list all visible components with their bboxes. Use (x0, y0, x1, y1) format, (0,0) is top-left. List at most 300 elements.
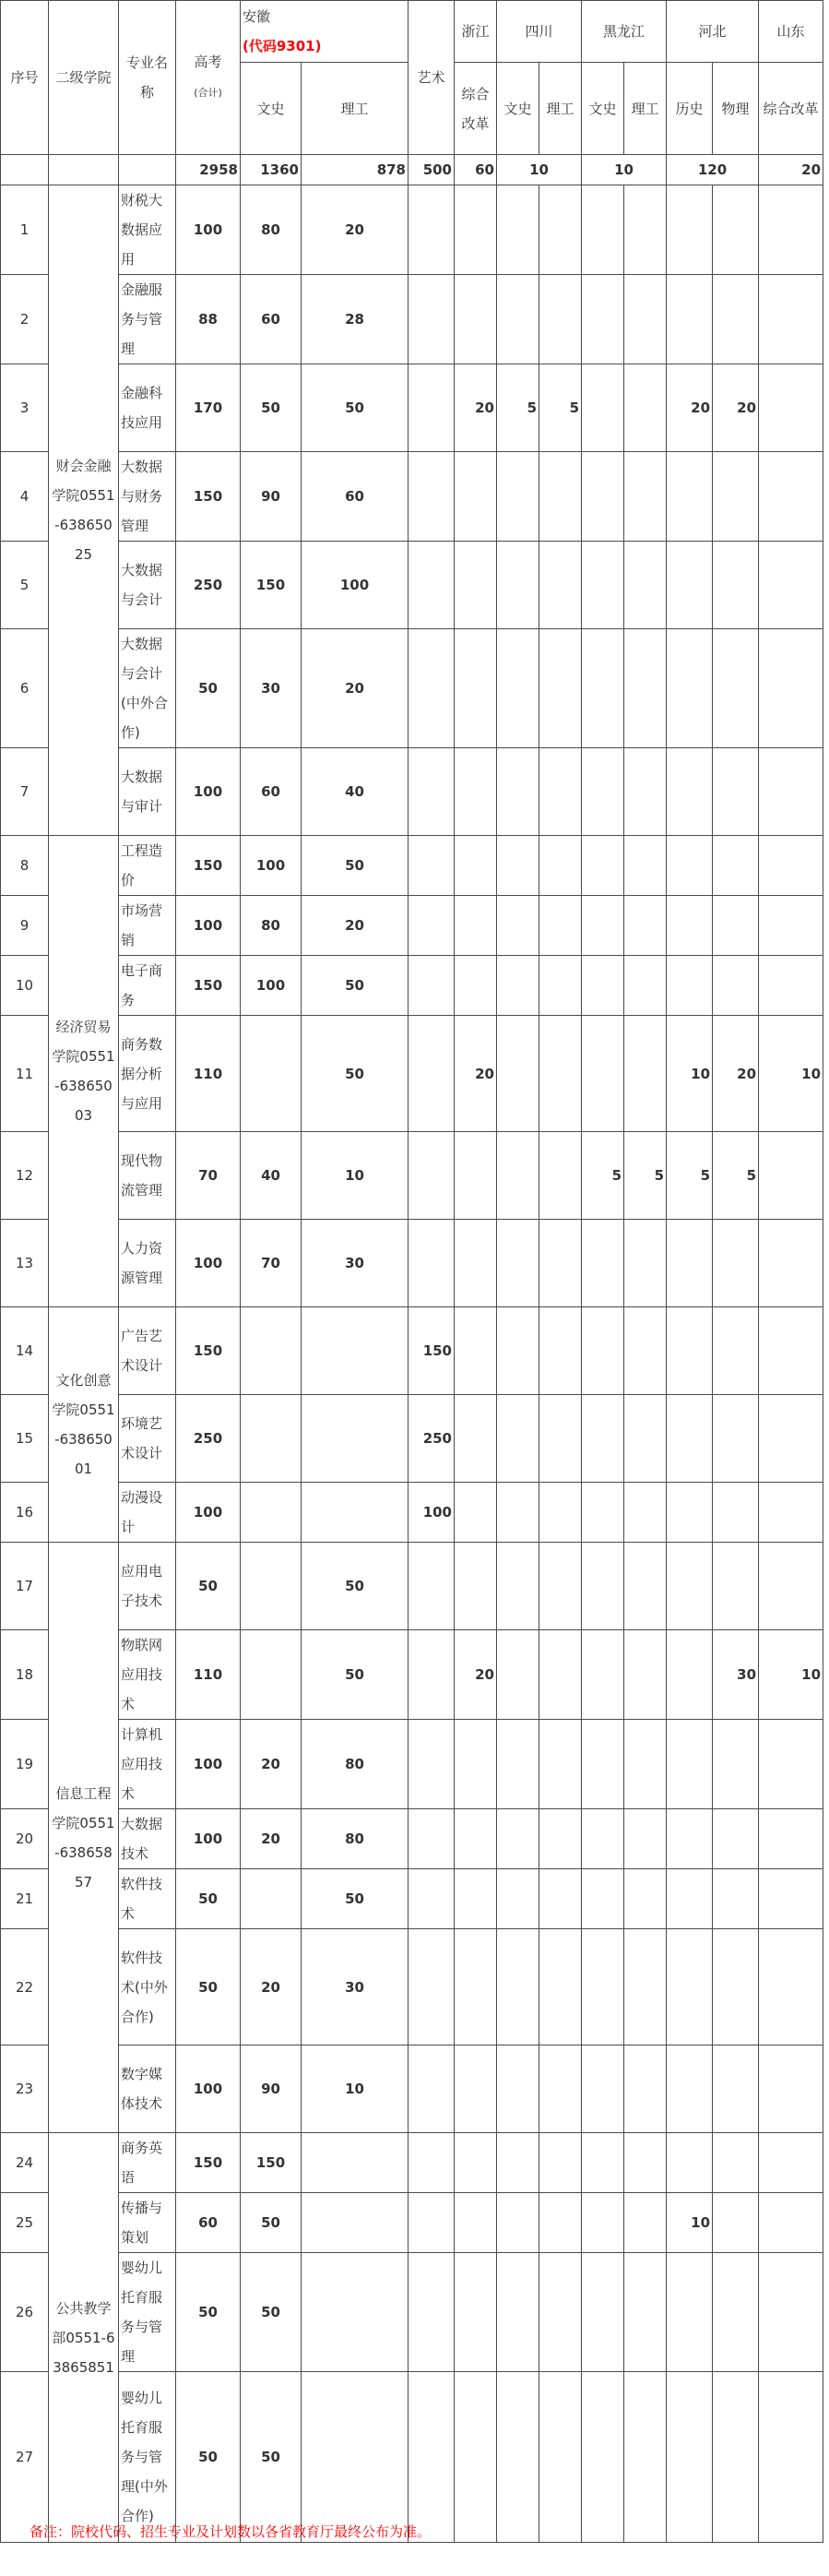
cell-anhui-yi (409, 1809, 455, 1869)
cell-hl-li (624, 1543, 667, 1630)
header-hebei: 河北 (667, 1, 759, 63)
total-anhui-li: 878 (302, 155, 409, 185)
cell-anhui-wen: 90 (241, 2045, 302, 2133)
cell-hb-ls (667, 452, 713, 542)
cell-anhui-yi: 100 (409, 1483, 455, 1543)
header-anhui-label: 安徽 (243, 8, 271, 25)
cell-sc-wen (497, 2372, 539, 2543)
cell-total: 150 (176, 452, 241, 542)
header-anhui-code: (代码9301) (243, 38, 322, 54)
cell-sc-wen (497, 2193, 539, 2253)
header-sichuan: 四川 (497, 1, 582, 63)
cell-shandong (759, 896, 823, 956)
cell-hl-li (624, 452, 667, 542)
table-row (1, 364, 823, 452)
cell-seq: 21 (1, 1869, 49, 1929)
cell-major: 广告艺术设计 (119, 1307, 176, 1395)
cell-shandong (759, 956, 823, 1016)
cell-hl-li (624, 836, 667, 896)
cell-seq: 25 (1, 2193, 49, 2253)
cell-zhejiang (455, 1132, 497, 1220)
cell-major: 商务英语 (119, 2133, 176, 2193)
cell-anhui-wen (241, 1307, 302, 1395)
cell-anhui-yi (409, 896, 455, 956)
cell-anhui-wen: 20 (241, 1720, 302, 1809)
header-heilongjiang: 黑龙江 (582, 1, 667, 63)
table-row (1, 2045, 823, 2133)
cell-hb-ls (667, 542, 713, 629)
cell-shandong (759, 1869, 823, 1929)
cell-anhui-wen: 80 (241, 896, 302, 956)
cell-anhui-wen: 50 (241, 2193, 302, 2253)
cell-anhui-li: 20 (302, 896, 409, 956)
totals-row (1, 155, 823, 185)
cell-zhejiang (455, 1929, 497, 2045)
cell-major: 动漫设计 (119, 1483, 176, 1543)
header-gaokao (176, 1, 241, 155)
cell-major: 财税大数据应用 (119, 185, 176, 275)
cell-zhejiang (455, 1720, 497, 1809)
cell-sc-li (539, 1630, 582, 1720)
cell-hl-li (624, 2372, 667, 2543)
cell-anhui-wen: 80 (241, 185, 302, 275)
cell-anhui-wen (241, 1630, 302, 1720)
cell-zhejiang (455, 452, 497, 542)
cell-hl-wen (582, 748, 624, 836)
cell-hl-li (624, 275, 667, 364)
cell-sc-wen (497, 275, 539, 364)
cell-hb-wl (713, 185, 759, 275)
cell-major: 婴幼儿托育服务与管理 (119, 2253, 176, 2372)
header-row-1 (1, 1, 823, 63)
cell-anhui-li: 50 (302, 364, 409, 452)
cell-anhui-yi (409, 2193, 455, 2253)
cell-shandong (759, 275, 823, 364)
cell-hb-wl (713, 1220, 759, 1307)
cell-sc-li (539, 1395, 582, 1483)
cell-shandong: 10 (759, 1016, 823, 1132)
cell-zhejiang (455, 896, 497, 956)
cell-hb-wl (713, 275, 759, 364)
cell-hl-li (624, 2133, 667, 2193)
header-college: 二级学院 (49, 1, 119, 155)
cell-major: 软件技术 (119, 1869, 176, 1929)
cell-anhui-li (302, 2193, 409, 2253)
header-zhejiang: 浙江 (455, 1, 497, 63)
cell-hb-ls (667, 1869, 713, 1929)
cell-sc-wen (497, 836, 539, 896)
cell-hl-wen (582, 1720, 624, 1809)
cell-sc-li (539, 1483, 582, 1543)
cell-anhui-wen (241, 1869, 302, 1929)
cell-anhui-wen: 30 (241, 629, 302, 748)
cell-total: 50 (176, 1929, 241, 2045)
cell-zhejiang (455, 2372, 497, 2543)
cell-seq: 7 (1, 748, 49, 836)
cell-seq: 18 (1, 1630, 49, 1720)
cell-total: 50 (176, 629, 241, 748)
cell-sc-wen (497, 956, 539, 1016)
cell-seq: 12 (1, 1132, 49, 1220)
cell-shandong (759, 1307, 823, 1395)
cell-shandong: 10 (759, 1630, 823, 1720)
cell-hl-wen (582, 2133, 624, 2193)
cell-hl-li (624, 1395, 667, 1483)
cell-anhui-li: 30 (302, 1929, 409, 2045)
cell-total: 88 (176, 275, 241, 364)
header-hb-wl: 物理 (713, 63, 759, 155)
cell-seq: 26 (1, 2253, 49, 2372)
table-row (1, 2133, 823, 2193)
cell-seq: 17 (1, 1543, 49, 1630)
cell-major: 传播与策划 (119, 2193, 176, 2253)
cell-anhui-wen: 60 (241, 748, 302, 836)
cell-hb-ls: 5 (667, 1132, 713, 1220)
cell-anhui-wen (241, 1483, 302, 1543)
cell-anhui-wen: 50 (241, 2372, 302, 2543)
cell-sc-li (539, 542, 582, 629)
cell-total: 100 (176, 1720, 241, 1809)
cell-total: 100 (176, 896, 241, 956)
cell-seq: 27 (1, 2372, 49, 2543)
table-row (1, 185, 823, 275)
cell-zhejiang (455, 542, 497, 629)
cell-anhui-li: 40 (302, 748, 409, 836)
cell-sc-li (539, 1220, 582, 1307)
cell-hb-ls (667, 896, 713, 956)
cell-hl-wen (582, 185, 624, 275)
cell-zhejiang: 20 (455, 1630, 497, 1720)
cell-seq: 24 (1, 2133, 49, 2193)
header-anhui-wen: 文史 (241, 63, 302, 155)
cell-shandong (759, 185, 823, 275)
cell-anhui-li: 50 (302, 1016, 409, 1132)
cell-seq: 8 (1, 836, 49, 896)
cell-hl-wen (582, 956, 624, 1016)
cell-hb-wl: 20 (713, 364, 759, 452)
cell-zhejiang (455, 2253, 497, 2372)
cell-anhui-yi (409, 748, 455, 836)
cell-anhui-yi (409, 1132, 455, 1220)
cell-hl-wen (582, 1016, 624, 1132)
cell-anhui-yi (409, 2045, 455, 2133)
cell-total: 100 (176, 1483, 241, 1543)
cell-anhui-li: 10 (302, 2045, 409, 2133)
cell-anhui-li: 50 (302, 956, 409, 1016)
cell-sc-li (539, 2193, 582, 2253)
total-anhui-yi: 500 (409, 155, 455, 185)
header-anhui-li: 理工 (302, 63, 409, 155)
cell-sc-li (539, 1016, 582, 1132)
header-hl-li: 理工 (624, 63, 667, 155)
cell-anhui-li: 50 (302, 1543, 409, 1630)
cell-college: 财会金融学院0551-63865025 (49, 185, 119, 836)
cell-shandong (759, 1809, 823, 1869)
cell-seq: 2 (1, 275, 49, 364)
cell-sc-li (539, 2253, 582, 2372)
cell-major: 大数据与会计(中外合作) (119, 629, 176, 748)
cell-hl-li (624, 1929, 667, 2045)
cell-hb-ls (667, 185, 713, 275)
cell-anhui-li (302, 1307, 409, 1395)
cell-hb-wl (713, 2372, 759, 2543)
cell-hb-ls (667, 1630, 713, 1720)
table-row (1, 1220, 823, 1307)
header-gaokao-label: 高考 (194, 54, 222, 70)
cell-total: 50 (176, 2372, 241, 2543)
table-row (1, 748, 823, 836)
cell-major: 金融科技应用 (119, 364, 176, 452)
table-row (1, 629, 823, 748)
cell-hl-li (624, 629, 667, 748)
cell-hb-ls (667, 1809, 713, 1869)
cell-zhejiang (455, 1809, 497, 1869)
cell-shandong (759, 2133, 823, 2193)
cell-anhui-yi (409, 275, 455, 364)
cell-anhui-li (302, 2253, 409, 2372)
cell-hl-li: 5 (624, 1132, 667, 1220)
cell-hb-ls (667, 2133, 713, 2193)
cell-hl-wen (582, 452, 624, 542)
cell-major: 电子商务 (119, 956, 176, 1016)
table-row (1, 1483, 823, 1543)
cell-total: 150 (176, 956, 241, 1016)
cell-sc-li (539, 1543, 582, 1630)
cell-seq: 20 (1, 1809, 49, 1869)
cell-hb-wl (713, 1543, 759, 1630)
header-zhejiang-sub: 综合改革 (455, 63, 497, 155)
cell-seq: 5 (1, 542, 49, 629)
cell-hl-wen (582, 1395, 624, 1483)
cell-anhui-yi (409, 364, 455, 452)
cell-anhui-yi (409, 629, 455, 748)
cell-sc-li (539, 629, 582, 748)
cell-hl-li (624, 1220, 667, 1307)
cell-hl-wen (582, 1630, 624, 1720)
cell-seq: 3 (1, 364, 49, 452)
cell-hb-ls (667, 629, 713, 748)
cell-hb-wl (713, 1809, 759, 1869)
cell-hb-wl (713, 2193, 759, 2253)
table-row (1, 1307, 823, 1395)
cell-hb-wl (713, 748, 759, 836)
cell-anhui-li: 60 (302, 452, 409, 542)
cell-hl-li (624, 1307, 667, 1395)
table-row (1, 1869, 823, 1929)
cell-total: 170 (176, 364, 241, 452)
cell-shandong (759, 629, 823, 748)
total-zhejiang: 60 (455, 155, 497, 185)
cell-shandong (759, 1720, 823, 1809)
table-row (1, 1809, 823, 1869)
cell-sc-wen (497, 1809, 539, 1869)
cell-zhejiang (455, 2045, 497, 2133)
cell-major: 商务数据分析与应用 (119, 1016, 176, 1132)
cell-hl-wen (582, 1809, 624, 1869)
cell-anhui-wen: 150 (241, 2133, 302, 2193)
cell-sc-wen (497, 896, 539, 956)
cell-total: 70 (176, 1132, 241, 1220)
cell-hl-li (624, 185, 667, 275)
cell-major: 现代物流管理 (119, 1132, 176, 1220)
cell-sc-wen (497, 452, 539, 542)
cell-major: 大数据与审计 (119, 748, 176, 836)
cell-hl-li (624, 2045, 667, 2133)
cell-anhui-li: 30 (302, 1220, 409, 1307)
header-seq: 序号 (1, 1, 49, 155)
cell-total: 100 (176, 748, 241, 836)
total-hebei: 120 (667, 155, 759, 185)
cell-hl-li (624, 956, 667, 1016)
cell-sc-wen (497, 2133, 539, 2193)
cell-zhejiang (455, 1220, 497, 1307)
cell-sc-li: 5 (539, 364, 582, 452)
cell-anhui-yi (409, 1016, 455, 1132)
cell-shandong (759, 836, 823, 896)
cell-hb-ls (667, 748, 713, 836)
cell-total: 150 (176, 836, 241, 896)
cell-hb-ls (667, 1395, 713, 1483)
cell-sc-wen (497, 1483, 539, 1543)
table-body (1, 1, 823, 2543)
cell-seq: 1 (1, 185, 49, 275)
cell-zhejiang (455, 1307, 497, 1395)
cell-hb-wl (713, 896, 759, 956)
cell-sc-wen (497, 542, 539, 629)
cell-major: 环境艺术设计 (119, 1395, 176, 1483)
cell-anhui-li (302, 1395, 409, 1483)
cell-anhui-li: 28 (302, 275, 409, 364)
cell-hb-wl: 5 (713, 1132, 759, 1220)
cell-anhui-yi (409, 1929, 455, 2045)
cell-hb-wl (713, 1307, 759, 1395)
total-heilongjiang: 10 (582, 155, 667, 185)
cell-total: 150 (176, 1307, 241, 1395)
cell-hl-wen (582, 1483, 624, 1543)
cell-hb-ls (667, 1543, 713, 1630)
cell-total: 250 (176, 542, 241, 629)
cell-zhejiang (455, 836, 497, 896)
cell-zhejiang: 20 (455, 364, 497, 452)
cell-hb-ls (667, 1307, 713, 1395)
table-row (1, 1016, 823, 1132)
cell-anhui-li: 20 (302, 629, 409, 748)
cell-sc-wen (497, 1307, 539, 1395)
cell-shandong (759, 748, 823, 836)
cell-shandong (759, 2193, 823, 2253)
cell-major: 物联网应用技术 (119, 1630, 176, 1720)
cell-total: 110 (176, 1630, 241, 1720)
cell-anhui-li: 80 (302, 1809, 409, 1869)
cell-sc-wen (497, 1929, 539, 2045)
cell-hl-wen (582, 275, 624, 364)
cell-major: 大数据技术 (119, 1809, 176, 1869)
header-anhui (241, 1, 409, 63)
cell-zhejiang (455, 1543, 497, 1630)
cell-anhui-wen: 60 (241, 275, 302, 364)
cell-hb-ls (667, 2045, 713, 2133)
cell-hl-li (624, 748, 667, 836)
cell-shandong (759, 1132, 823, 1220)
table-row (1, 2193, 823, 2253)
cell-hl-wen (582, 2372, 624, 2543)
cell-sc-wen: 5 (497, 364, 539, 452)
cell-sc-wen (497, 1132, 539, 1220)
cell-sc-li (539, 1307, 582, 1395)
cell-anhui-li: 100 (302, 542, 409, 629)
cell-anhui-wen: 90 (241, 452, 302, 542)
cell-seq: 14 (1, 1307, 49, 1395)
cell-anhui-li: 80 (302, 1720, 409, 1809)
cell-major: 市场营销 (119, 896, 176, 956)
cell-anhui-wen (241, 1395, 302, 1483)
cell-anhui-wen: 150 (241, 542, 302, 629)
cell-sc-wen (497, 748, 539, 836)
header-sc-wen: 文史 (497, 63, 539, 155)
cell-shandong (759, 1220, 823, 1307)
cell-hl-li (624, 1630, 667, 1720)
cell-anhui-yi (409, 452, 455, 542)
cell-sc-li (539, 2372, 582, 2543)
cell-hl-wen (582, 2253, 624, 2372)
cell-seq: 4 (1, 452, 49, 542)
cell-anhui-yi (409, 1869, 455, 1929)
header-anhui-yi: 艺术 (409, 1, 455, 155)
cell-anhui-yi (409, 2253, 455, 2372)
cell-anhui-li (302, 2133, 409, 2193)
cell-sc-li (539, 896, 582, 956)
cell-anhui-yi: 250 (409, 1395, 455, 1483)
cell-total: 50 (176, 1869, 241, 1929)
cell-college: 信息工程学院0551-63865857 (49, 1543, 119, 2133)
cell-major: 应用电子技术 (119, 1543, 176, 1630)
cell-hb-ls (667, 2372, 713, 2543)
table-row (1, 836, 823, 896)
cell-hb-wl (713, 1720, 759, 1809)
cell-hb-ls (667, 2253, 713, 2372)
cell-shandong (759, 1483, 823, 1543)
cell-zhejiang (455, 2193, 497, 2253)
table-row (1, 1630, 823, 1720)
cell-hl-li (624, 896, 667, 956)
cell-zhejiang (455, 748, 497, 836)
cell-anhui-li: 10 (302, 1132, 409, 1220)
cell-sc-li (539, 1929, 582, 2045)
cell-total: 110 (176, 1016, 241, 1132)
cell-shandong (759, 542, 823, 629)
header-sc-li: 理工 (539, 63, 582, 155)
cell-hb-wl (713, 2045, 759, 2133)
cell-shandong (759, 364, 823, 452)
cell-major: 工程造价 (119, 836, 176, 896)
cell-anhui-wen (241, 1016, 302, 1132)
cell-anhui-yi (409, 836, 455, 896)
cell-seq: 16 (1, 1483, 49, 1543)
cell-hb-wl (713, 629, 759, 748)
cell-sc-li (539, 452, 582, 542)
cell-sc-wen (497, 629, 539, 748)
header-hl-wen: 文史 (582, 63, 624, 155)
cell-sc-wen (497, 1220, 539, 1307)
cell-anhui-wen: 40 (241, 1132, 302, 1220)
cell-hb-wl (713, 1869, 759, 1929)
cell-major: 大数据与会计 (119, 542, 176, 629)
cell-sc-wen (497, 1016, 539, 1132)
cell-shandong (759, 1929, 823, 2045)
cell-anhui-yi (409, 1220, 455, 1307)
cell-sc-li (539, 1809, 582, 1869)
header-shandong: 山东 (759, 1, 823, 63)
